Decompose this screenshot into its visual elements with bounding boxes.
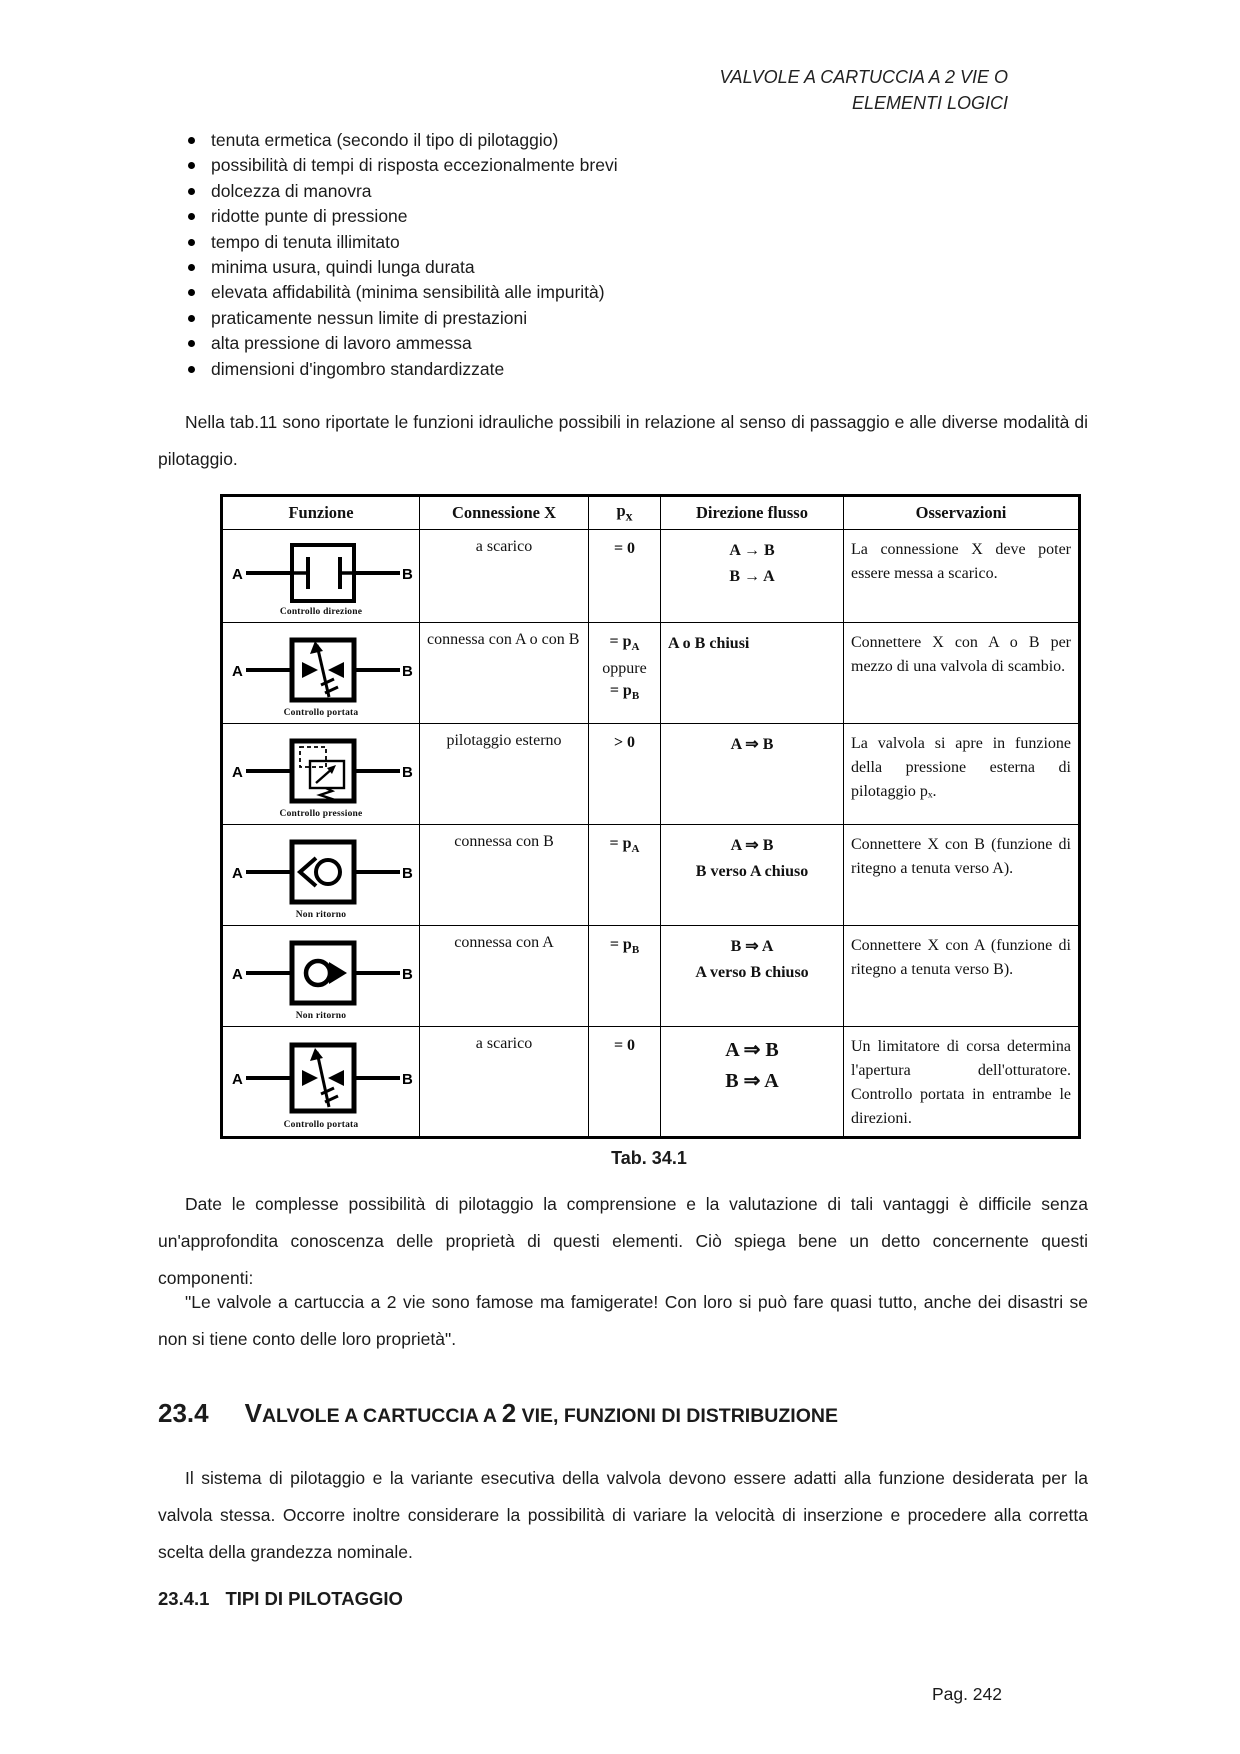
svg-text:B: B [402,764,413,781]
valve-symbol-non-ritorno-icon [230,938,416,1008]
header-line-1: VALVOLE A CARTUCCIA A 2 VIE O [719,67,1008,87]
px-cell: = $p_A$ oppure = $p_B$ [589,623,661,724]
header-line-2: ELEMENTI LOGICI [851,93,1008,113]
list-item [188,331,1108,356]
px-cell: = 0 [589,530,661,623]
funzione-cell [222,825,420,926]
header-direzione-flusso: Direzione flusso [661,496,844,530]
list-item [188,204,1108,229]
table-row-non-ritorno-b [222,926,1080,1027]
list-item [188,357,1108,382]
osservazioni-cell: La valvola si apre in funzione della pressione esterna di pilotaggio pₓ. [844,724,1080,825]
svg-text:A: A [232,865,243,882]
svg-text:B: B [402,663,413,680]
header-osservazioni: Osservazioni [844,496,1080,530]
subsection-title: TIPI DI PILOTAGGIO [225,1588,403,1609]
list-item-text: tenuta ermetica (secondo il tipo di pilotaggio) [211,130,559,150]
table-caption: Tab. 34.1 [611,1148,687,1168]
symbol-caption: Non ritorno [295,1011,347,1021]
osservazioni-cell: La connessione X deve poter essere messa a scarico. [844,530,1080,623]
paragraph-quote: "Le valvole a cartuccia a 2 vie sono famose ma famigerate! Con loro si può fare quasi tutto, anche dei disastri se non si tiene conto delle loro proprietà". [158,1292,1088,1349]
list-item [188,153,1108,178]
paragraph-vantaggi: Date le complesse possibilità di pilotaggio la comprensione e la valutazione di tali vantaggi è difficile senza un'approfondita conoscenza delle proprietà di questi elementi. Ciò spiega bene un detto concernente questi componenti: [158,1194,1088,1288]
symbol-caption: Controllo portata [283,1120,359,1130]
svg-text:B: B [402,1071,413,1088]
symbol-caption: Non ritorno [295,910,347,920]
header-funzione: Funzione [222,496,420,530]
subsection-number: 23.4.1 [158,1588,210,1609]
table-row-controllo-pressione [222,724,1080,825]
svg-text:A: A [232,764,243,781]
advantages-bullet-list [188,128,1108,382]
flusso-cell: A o B chiusi [661,623,844,724]
svg-text:A: A [232,566,243,583]
funzione-cell [222,623,420,724]
section-number: 23.4 [158,1398,209,1428]
flusso-cell: A ⇒ B [661,724,844,825]
header-connessione-x: Connessione X [420,496,589,530]
list-item-text: ridotte punte di pressione [211,206,408,227]
table-header-row [222,496,1080,530]
connessione-cell: pilotaggio esterno [420,724,589,825]
bullet-icon [188,188,195,195]
section-heading-23-4: 23.4 VALVOLE A CARTUCCIA A 2 VIE, FUNZIONI DI DISTRIBUZIONE [158,1398,838,1428]
list-item [188,306,1108,331]
list-item [188,179,1108,204]
flusso-cell: A ⇒ B B ⇒ A [661,1027,844,1138]
funzione-cell [222,926,420,1027]
bullet-icon [188,289,195,296]
bullet-icon [188,366,195,373]
symbol-caption: Controllo direzione [279,607,363,617]
paragraph-sistema-pilotaggio: Il sistema di pilotaggio e la variante esecutiva della valvola devono essere adatti alla funzione desiderata per la valvola stessa. Occorre inoltre considerare la possibilità di variare la velocità di inserzione e procedere alla corretta scelta della grandezza nominale. [158,1468,1088,1562]
valve-functions-table [220,494,1081,1139]
list-item-text: tempo di tenuta illimitato [211,231,400,252]
svg-text:A: A [232,1071,243,1088]
px-cell: = $p_A$ [589,825,661,926]
osservazioni-cell: Connettere X con B (funzione di ritegno a tenuta verso A). [844,825,1080,926]
valve-symbol-controllo-portata-icon [230,635,416,705]
page-number: Pag. 242 [931,1684,1002,1704]
funzione-cell [222,1027,420,1138]
px-cell: = $p_B$ [589,926,661,1027]
valve-symbol-controllo-direzione-icon [230,542,416,604]
bullet-icon [188,315,195,322]
connessione-cell: connessa con B [420,825,589,926]
flusso-cell: A → B B → A [661,530,844,623]
connessione-cell: a scarico [420,530,589,623]
table-row-controllo-direzione [222,530,1080,623]
list-item-text: dimensioni d'ingombro standardizzate [211,358,505,379]
px-cell: = 0 [589,1027,661,1138]
intro-paragraph: Nella tab.11 sono riportate le funzioni idrauliche possibili in relazione al senso di passaggio e alle diverse modalità di pilotaggio. [158,412,1088,469]
header-px: $p_x$ [589,496,661,530]
table-row-controllo-portata [222,623,1080,724]
bullet-icon [188,340,195,347]
px-cell: > 0 [589,724,661,825]
connessione-cell: connessa con A [420,926,589,1027]
valve-symbol-non-ritorno-icon [230,837,416,907]
svg-text:B: B [402,966,413,983]
bullet-icon [188,137,195,144]
svg-text:A: A [232,966,243,983]
symbol-caption: Controllo pressione [279,809,363,819]
funzione-cell [222,530,420,623]
osservazioni-cell: Connettere X con A o B per mezzo di una valvola di scambio. [844,623,1080,724]
list-item [188,128,1108,153]
subsection-heading-23-4-1 [158,1588,403,1610]
bullet-icon [188,162,195,169]
bullet-icon [188,264,195,271]
table-row-non-ritorno-a [222,825,1080,926]
flusso-cell: A ⇒ B B verso A chiuso [661,825,844,926]
valve-symbol-controllo-portata-icon [230,1039,416,1117]
list-item-text: dolcezza di manovra [211,180,372,201]
symbol-caption: Controllo portata [283,708,359,718]
list-item-text: possibilità di tempi di risposta eccezionalmente brevi [211,155,618,176]
connessione-cell: a scarico [420,1027,589,1138]
connessione-cell: connessa con A o con B [420,623,589,724]
bullet-icon [188,213,195,220]
table-row-controllo-portata-2 [222,1027,1080,1138]
list-item [188,230,1108,255]
flusso-cell: B ⇒ A A verso B chiuso [661,926,844,1027]
svg-text:B: B [402,865,413,882]
list-item-text: alta pressione di lavoro ammessa [211,333,472,354]
funzione-cell [222,724,420,825]
osservazioni-cell: Connettere X con A (funzione di ritegno a tenuta verso B). [844,926,1080,1027]
list-item-text: elevata affidabilità (minima sensibilità alle impurità) [211,282,605,303]
bullet-icon [188,239,195,246]
list-item [188,255,1108,280]
valve-symbol-controllo-pressione-icon [230,736,416,806]
osservazioni-cell: Un limitatore di corsa determina l'apertura dell'otturatore. Controllo portata in entrambe le direzioni. [844,1027,1080,1138]
list-item-text: minima usura, quindi lunga durata [211,257,475,278]
list-item [188,280,1108,305]
list-item-text: praticamente nessun limite di prestazioni [211,307,528,328]
svg-text:B: B [402,566,413,583]
document-header [300,64,1008,116]
svg-text:A: A [232,663,243,680]
